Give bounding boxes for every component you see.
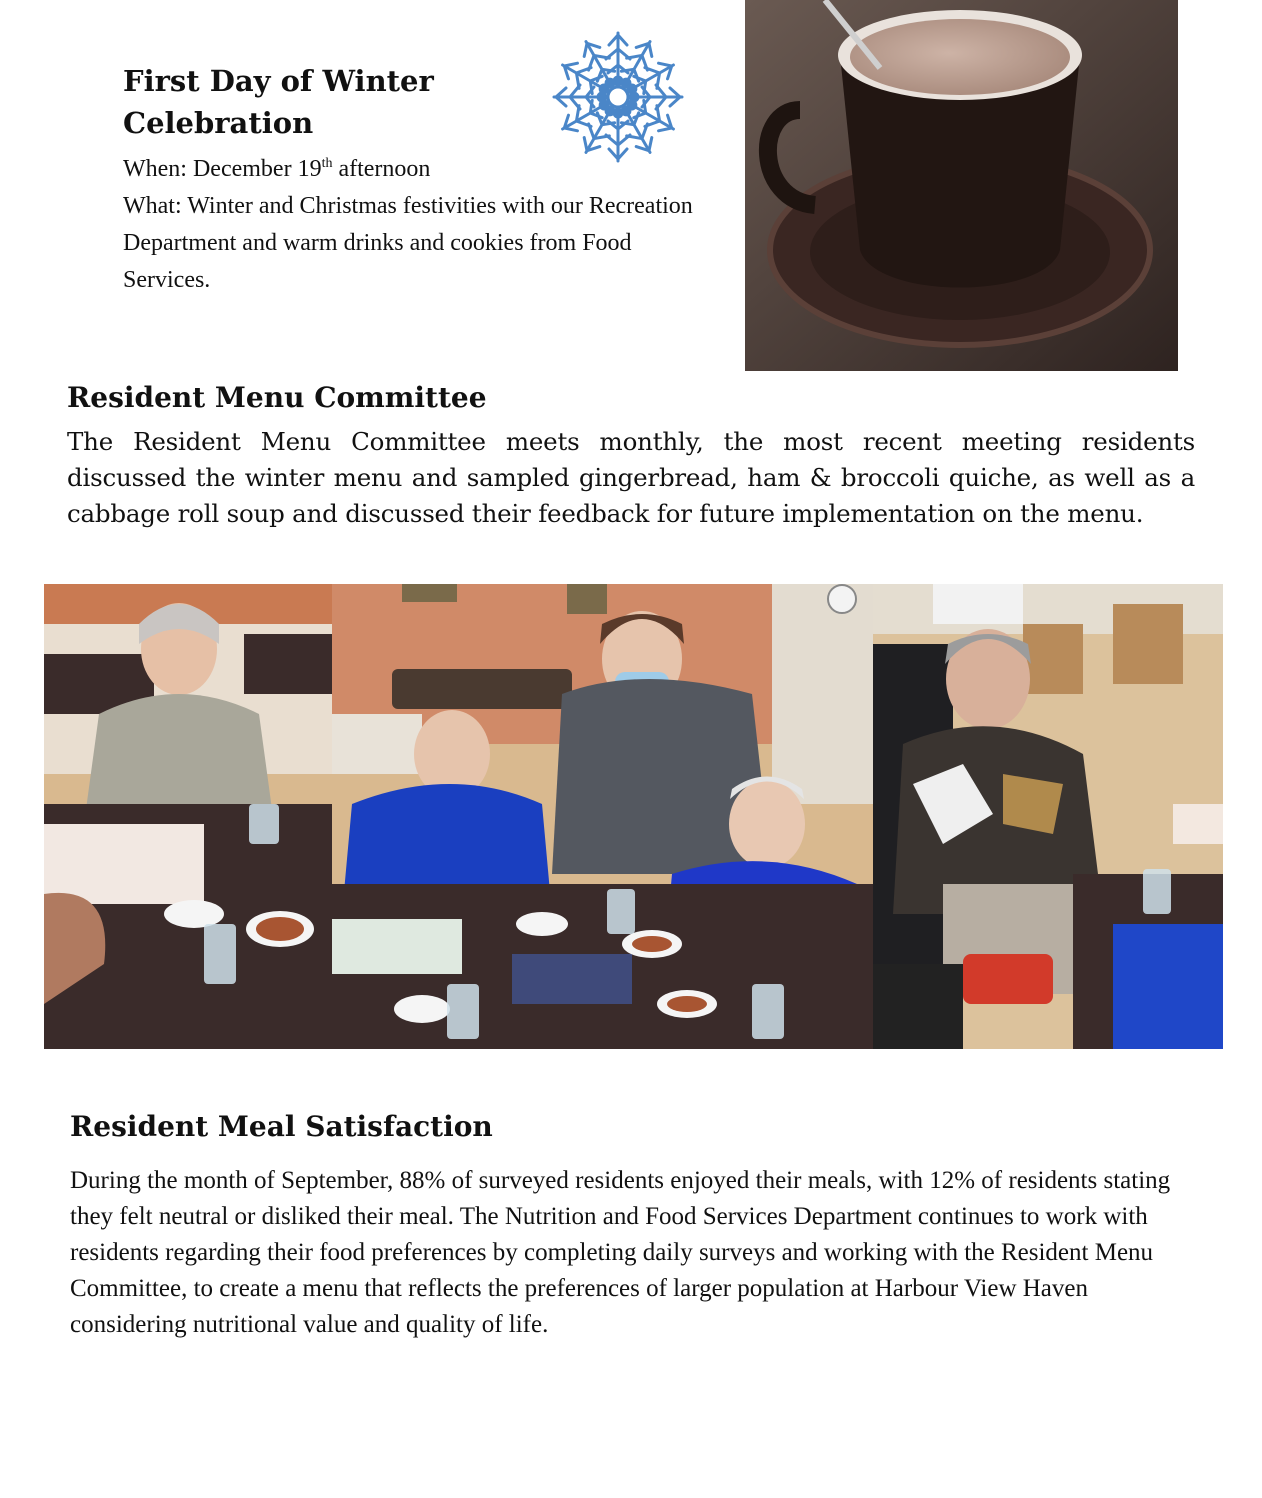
resident-photo-right xyxy=(873,584,1223,1049)
photo-strip xyxy=(44,584,1223,1049)
resident-photo-left xyxy=(44,584,332,1049)
event-what: What: Winter and Christmas festivities with our Recreation Department and warm drinks and cookies from Food Services. xyxy=(123,193,693,293)
event-title: First Day of Winter Celebration xyxy=(123,64,434,140)
committee-body: The Resident Menu Committee meets monthly, the most recent meeting residents discussed the winter menu and sampled gingerbread, ham & broccoli quiche, as well as a cabbage roll soup and discussed their feedback for future implementation on the menu. xyxy=(67,427,1195,528)
event-when: When: December 19th afternoon xyxy=(123,156,431,182)
committee-heading: Resident Menu Committee xyxy=(67,381,487,414)
satisfaction-body: During the month of September, 88% of surveyed residents enjoyed their meals, with 12% of residents stating they felt neutral or disliked their meal. The Nutrition and Food Services Department continues to work with residents regarding their food preferences by completing daily surveys and working with the Resident Menu Committee, to create a menu that reflects the preferences of larger population at Harbour View Haven considering nutritional value and quality of life. xyxy=(70,1167,1171,1338)
snowflake-icon xyxy=(548,27,688,167)
resident-photo-center xyxy=(332,584,873,1049)
satisfaction-heading: Resident Meal Satisfaction xyxy=(70,1110,493,1143)
hot-chocolate-photo xyxy=(745,0,1178,371)
event-details xyxy=(123,145,703,299)
